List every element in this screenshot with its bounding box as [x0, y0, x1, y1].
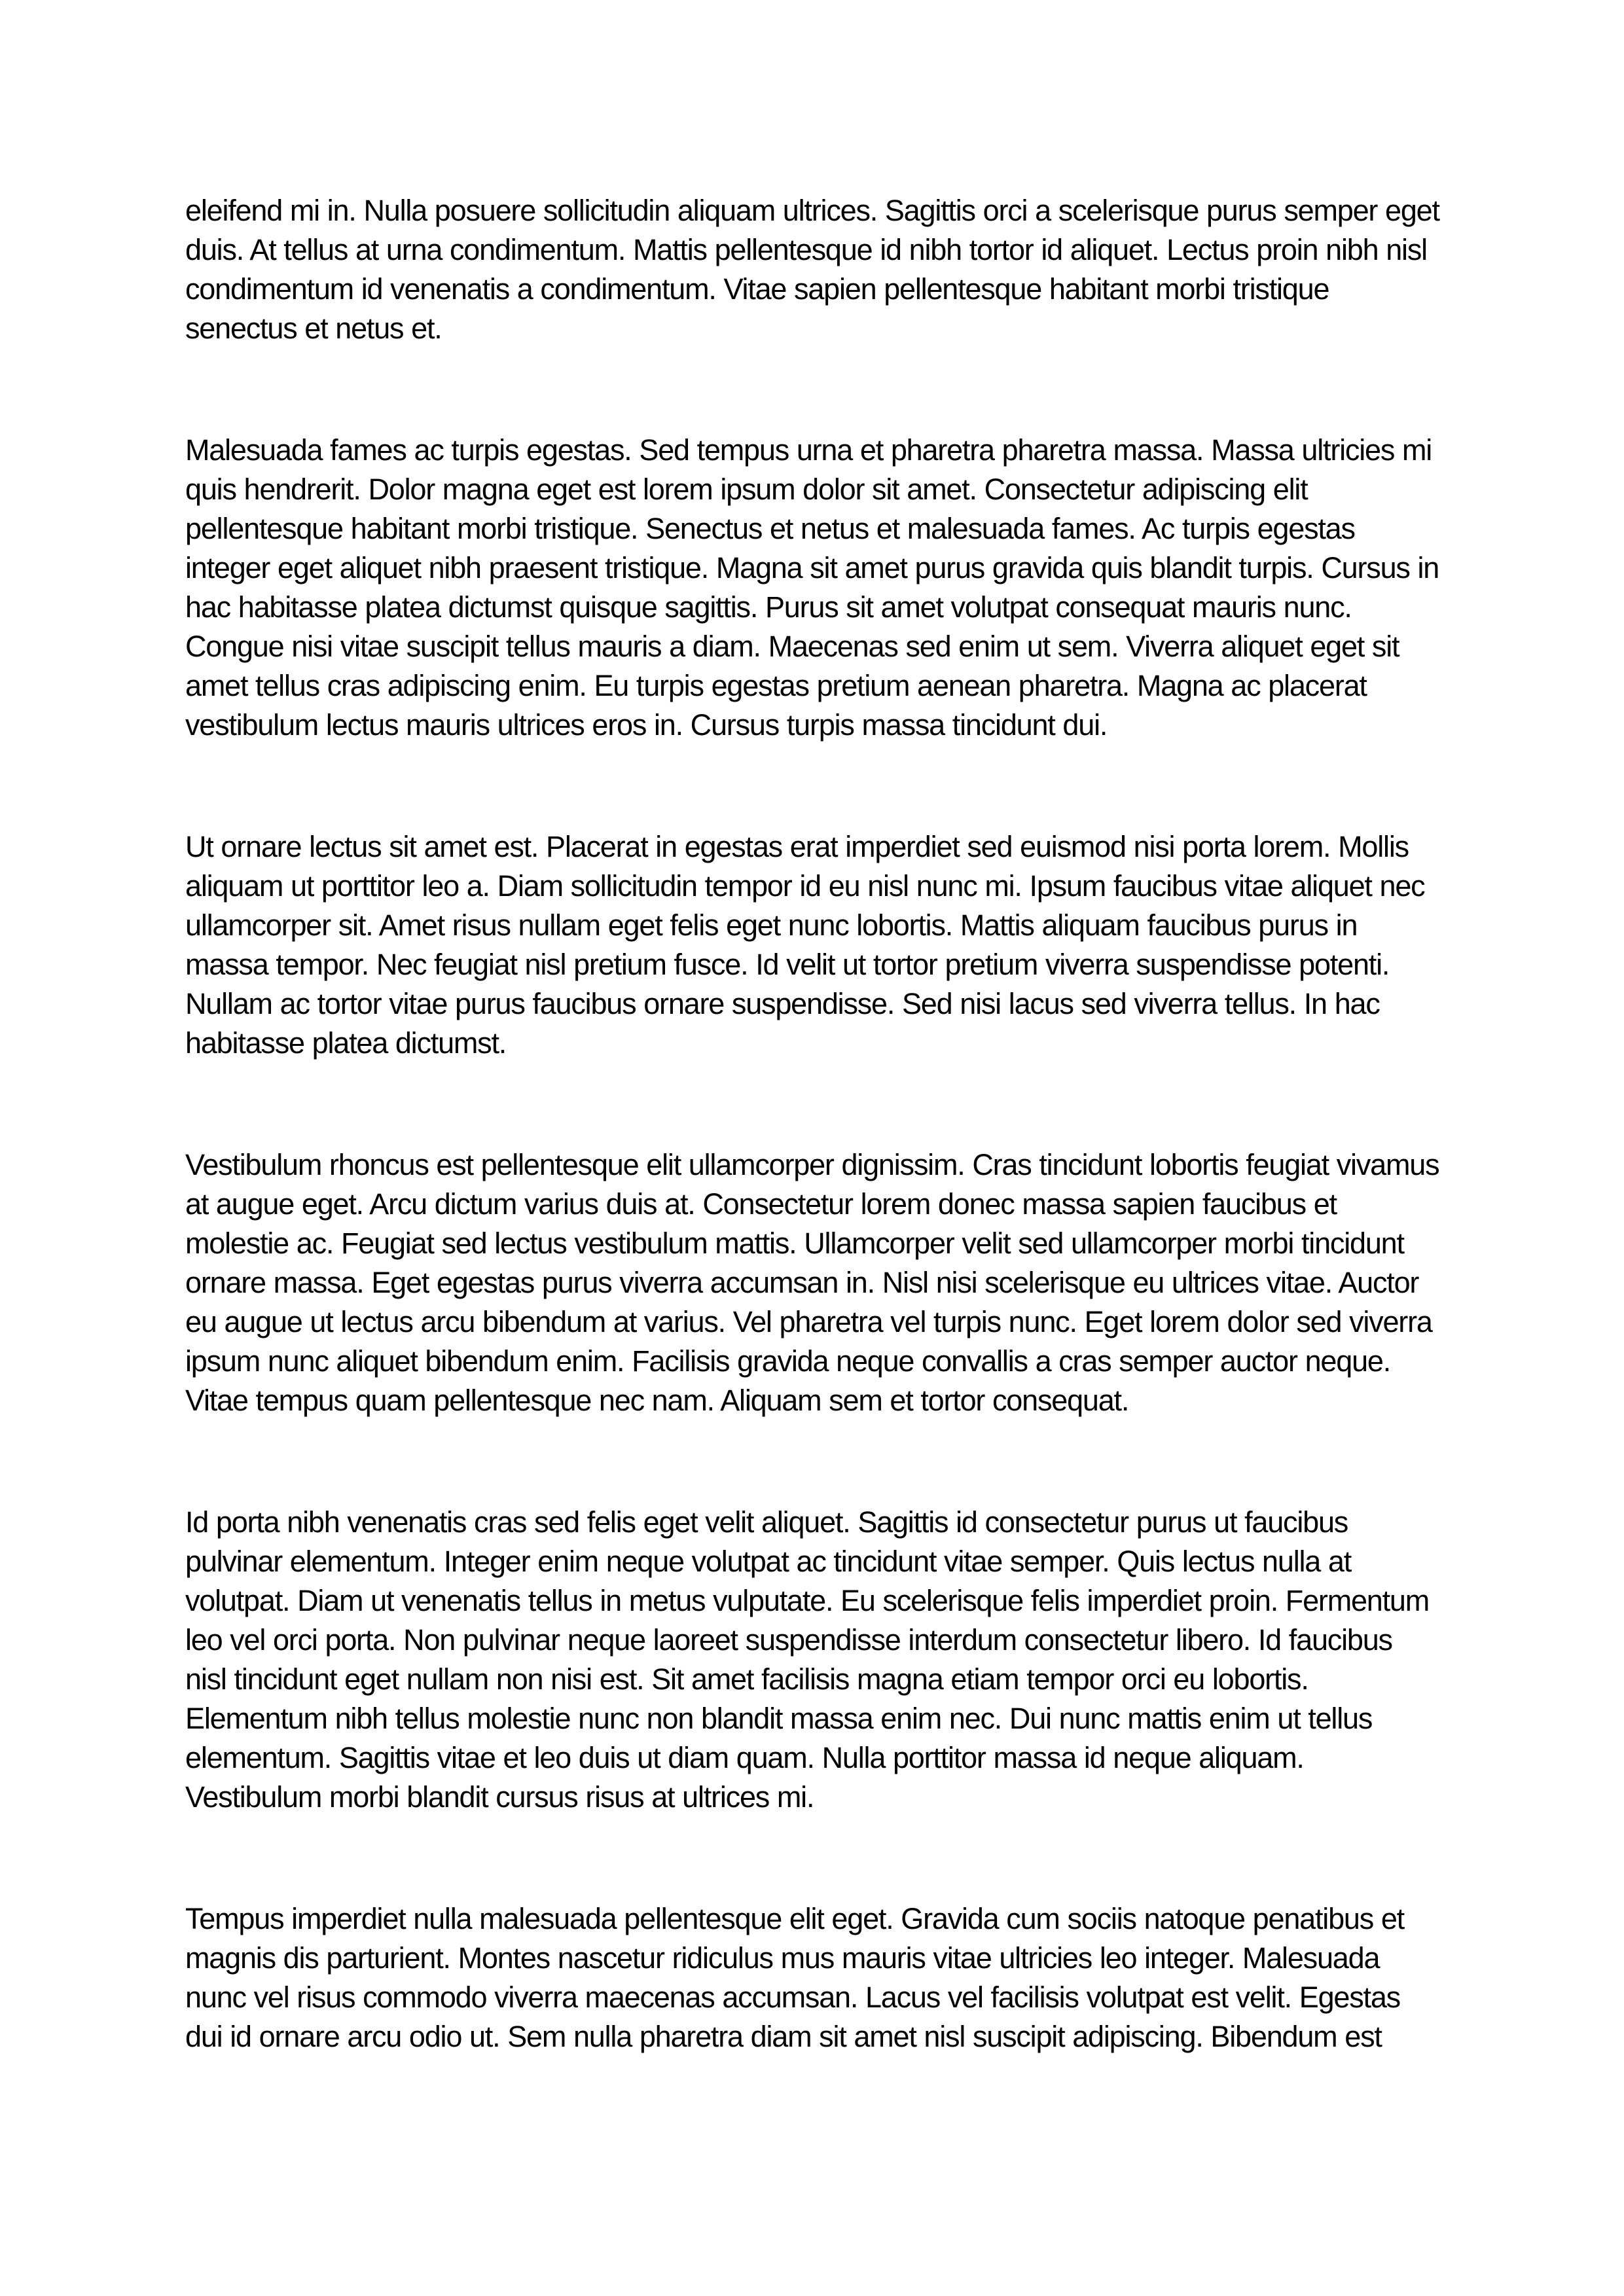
paragraph: Id porta nibh venenatis cras sed felis eget velit aliquet. Sagittis id consectetur purus ut faucibus pulvinar elementum. Integer enim neque volutpat ac tincidunt vitae semper. Quis lectus nulla at volutpat. Diam ut venenatis tellus in metus vulputate. Eu scelerisque felis imperdiet proin. Fermentum leo vel orci porta. Non pulvinar neque laoreet suspendisse interdum consectetur libero. Id faucibus nisl tincidunt eget nullam non nisi est. Sit amet facilisis magna etiam tempor orci eu lobortis. Elementum nibh tellus molestie nunc non blandit massa enim nec. Dui nunc mattis enim ut tellus elementum. Sagittis vitae et leo duis ut diam quam. Nulla porttitor massa id neque aliquam. Vestibulum morbi blandit cursus risus at ultrices mi. [185, 1505, 1430, 1814]
paragraph: Ut ornare lectus sit amet est. Placerat in egestas erat imperdiet sed euismod nisi porta lorem. Mollis aliquam ut porttitor leo a. Diam sollicitudin tempor id eu nisl nunc mi. Ipsum faucibus vitae aliquet nec ullamcorper sit. Amet risus nullam eget felis eget nunc lobortis. Mattis aliquam faucibus purus in massa tempor. Nec feugiat nisl pretium fusce. Id velit ut tortor pretium viverra suspendisse potenti. Nullam ac tortor vitae purus faucibus ornare suspendisse. Sed nisi lacus sed viverra tellus. In hac habitasse platea dictumst. [185, 830, 1425, 1060]
paragraph: Tempus imperdiet nulla malesuada pellentesque elit eget. Gravida cum sociis natoque penatibus et magnis dis parturient. Montes nascetur ridiculus mus mauris vitae ultricies leo integer. Malesuada nunc vel risus commodo viverra maecenas accumsan. Lacus vel facilisis volutpat est velit. Egestas dui id ornare arcu odio ut. Sem nulla pharetra diam sit amet nisl suscipit adipiscing. Bibendum est [185, 1902, 1404, 2053]
paragraph: Vestibulum rhoncus est pellentesque elit ullamcorper dignissim. Cras tincidunt lobortis feugiat vivamus at augue eget. Arcu dictum varius duis at. Consectetur lorem donec massa sapien faucibus et molestie ac. Feugiat sed lectus vestibulum mattis. Ullamcorper velit sed ullamcorper morbi tincidunt ornare massa. Eget egestas purus viverra accumsan in. Nisl nisi scelerisque eu ultrices vitae. Auctor eu augue ut lectus arcu bibendum at varius. Vel pharetra vel turpis nunc. Eget lorem dolor sed viverra ipsum nunc aliquet bibendum enim. Facilisis gravida neque convallis a cras semper auctor neque. Vitae tempus quam pellentesque nec nam. Aliquam sem et tortor consequat. [185, 1148, 1439, 1417]
paragraph: Malesuada fames ac turpis egestas. Sed tempus urna et pharetra pharetra massa. Massa ultricies mi quis hendrerit. Dolor magna eget est lorem ipsum dolor sit amet. Consectetur adipiscing elit pellentesque habitant morbi tristique. Senectus et netus et malesuada fames. Ac turpis egestas integer eget aliquet nibh praesent tristique. Magna sit amet purus gravida quis blandit turpis. Cursus in hac habitasse platea dictumst quisque sagittis. Purus sit amet volutpat consequat mauris nunc. Congue nisi vitae suscipit tellus mauris a diam. Maecenas sed enim ut sem. Viverra aliquet eget sit amet tellus cras adipiscing enim. Eu turpis egestas pretium aenean pharetra. Magna ac placerat vestibulum lectus mauris ultrices eros in. Cursus turpis massa tincidunt dui. [185, 433, 1439, 742]
paragraph: eleifend mi in. Nulla posuere sollicitudin aliquam ultrices. Sagittis orci a scelerisque purus semper eget duis. At tellus at urna condimentum. Mattis pellentesque id nibh tortor id aliquet. Lectus proin nibh nisl condimentum id venenatis a condimentum. Vitae sapien pellentesque habitant morbi tristique senectus et netus et. [185, 194, 1439, 345]
